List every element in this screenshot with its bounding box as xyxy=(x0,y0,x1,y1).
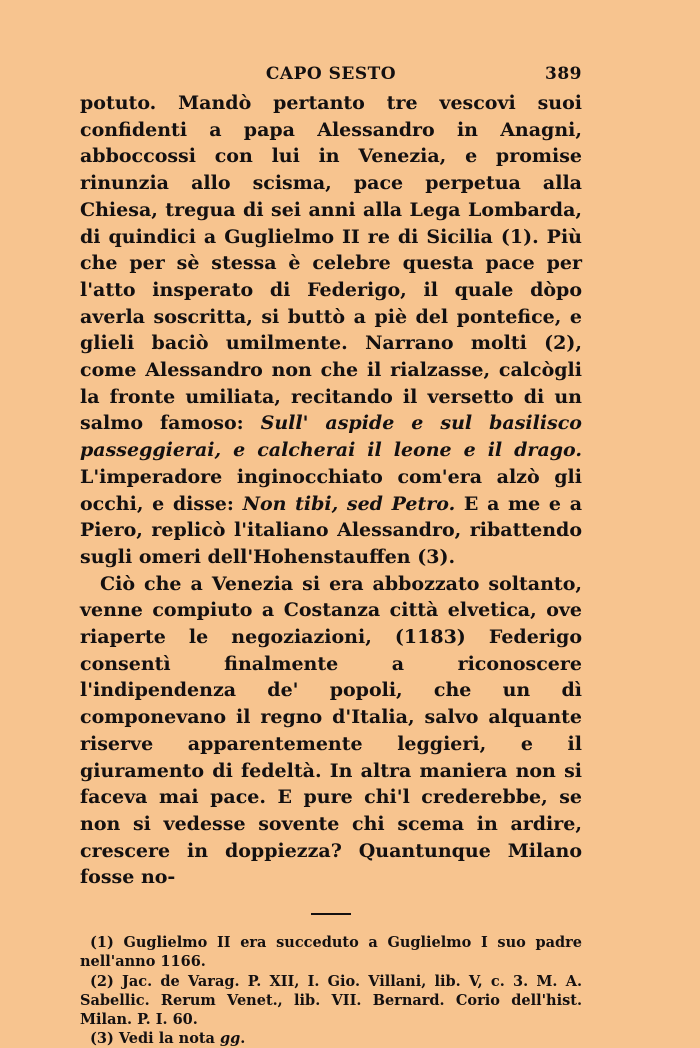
paragraph-1 xyxy=(80,90,582,571)
page-number: 389 xyxy=(545,64,582,84)
book-page xyxy=(80,62,582,1048)
chapter-title: CAPO SESTO xyxy=(265,64,397,84)
main-text xyxy=(80,90,582,891)
p1-part6: . xyxy=(448,545,456,568)
footnote-3 xyxy=(80,1029,582,1048)
footnote-1: (1) Guglielmo II era succeduto a Guglielmo I suo padre nell'anno 1166. xyxy=(80,934,582,971)
footnote-ref-1: (1) xyxy=(500,225,533,248)
footnote-3-text: (3) Vedi la nota xyxy=(90,1030,221,1048)
footnotes xyxy=(80,933,582,1048)
latin-quote: Non tibi, sed Petro. xyxy=(242,492,456,515)
footnote-2: (2) Jac. de Varag. P. XII, I. Gio. Villani, lib. V, c. 3. M. A. Sabellic. Rerum Venet., lib. VII. Bernard. Corio dell'hist. Milan. P. I. 60. xyxy=(80,972,582,1028)
p1-part1: potuto. Mandò pertanto tre vescovi suoi confidenti a papa Alessandro in Anagni, abboccossi con lui in Venezia, e promise rinunzia allo scisma, pace perpetua alla Chiesa, tregua di sei anni alla Lega Lombarda, di quindici a Guglielmo II re di Sicilia xyxy=(80,92,582,248)
footnote-divider xyxy=(311,913,351,915)
footnote-ref-3: (3) xyxy=(417,545,449,568)
footnote-3-ref: gg xyxy=(220,1030,241,1048)
p1-part5: E a me e a Piero, replicò l'italiano Alessandro, ribattendo sugli omeri dell'Hohenstauffen xyxy=(80,492,582,568)
footnote-3-end: . xyxy=(240,1030,246,1048)
p1-part4: L'imperadore inginocchiato com'era alzò gli occhi, e disse: xyxy=(80,465,582,515)
footnote-ref-2: (2) xyxy=(544,332,576,355)
psalm-quote: Sull' aspide e sul basilisco passeggierai, e calcherai il leone e il drago. xyxy=(80,412,582,462)
paragraph-2: Ciò che a Venezia si era abbozzato soltanto, venne compiuto a Costanza città elvetica, ove riaperte le negoziazioni, (1183) Federigo consentì finalmente a riconoscere l'indipendenza de' popoli, che un dì componevano il regno d'Italia, salvo alquante riserve apparentemente leggieri, e il giuramento di fedeltà. In altra maniera non si faceva mai pace. E pure chi'l crederebbe, se non si vedesse sovente chi scema in ardire, crescere in doppiezza? Quantunque Milano fosse no- xyxy=(80,572,582,889)
running-header xyxy=(80,62,582,90)
p1-part2: . Più che per sè stessa è celebre questa pace per l'atto insperato di Federigo, il quale dòpo averla soscritta, si buttò a piè del pontefice, e glieli baciò umilmente. Narrano molti xyxy=(80,225,582,355)
p1-part3: , come Alessandro non che il rialzasse, calcògli la fronte umiliata, recitando il versetto di un salmo famoso: xyxy=(80,332,582,435)
